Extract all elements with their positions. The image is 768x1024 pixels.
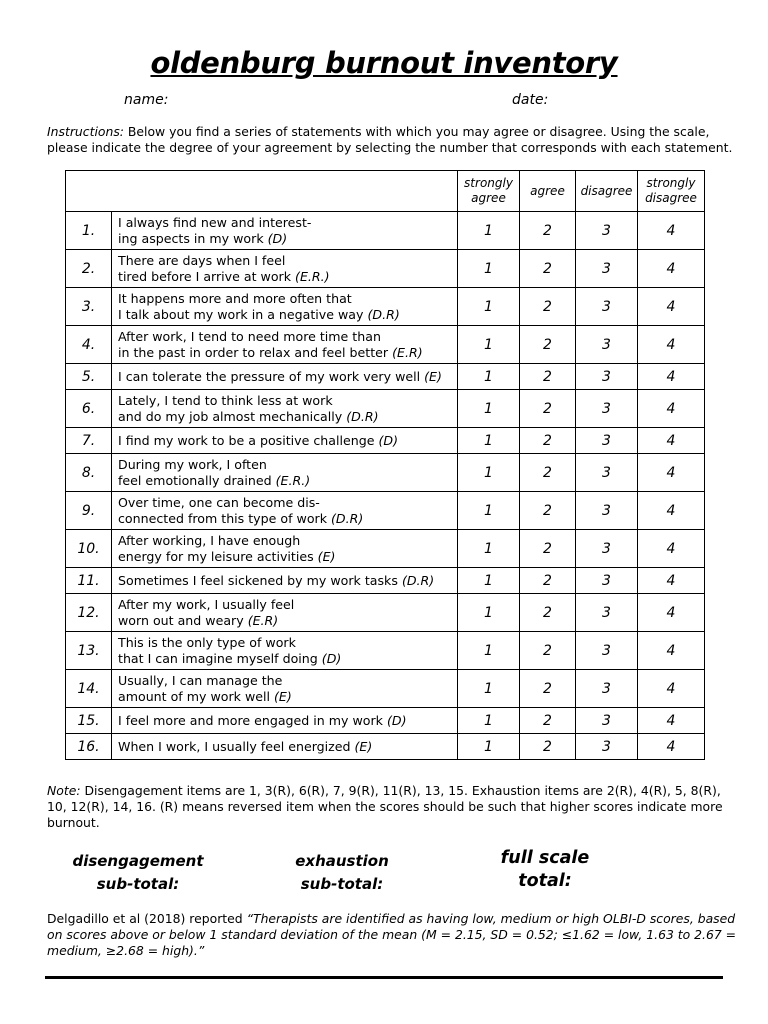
disengagement-subtotal-label: sub-total:: [96, 875, 180, 893]
item-statement: [112, 288, 458, 326]
subscale-tag: (E.R): [392, 344, 423, 360]
table-row: [66, 390, 705, 428]
statement-line: Over time, one can become dis-: [118, 494, 320, 510]
item-statement: [112, 530, 458, 568]
score-option-agree[interactable]: 2: [520, 250, 576, 288]
page-title: oldenburg burnout inventory: [150, 46, 618, 80]
instructions-text: Below you find a series of statements with which you may agree or disagree. Using the scale, please indicate the degree of your agreement by selecting the number that corresponds with each statement.: [47, 124, 733, 155]
subscale-tag: (E.R): [247, 612, 279, 628]
score-option-agree[interactable]: 2: [520, 670, 576, 708]
score-option-disagree[interactable]: 3: [576, 568, 638, 594]
item-statement: [112, 454, 458, 492]
item-number: 5.: [66, 364, 112, 390]
subscale-tag: (D): [378, 432, 398, 448]
table-row: [66, 364, 705, 390]
score-option-strongly-agree[interactable]: 1: [458, 632, 520, 670]
subscale-tag: (E): [354, 738, 373, 754]
table-row: [66, 288, 705, 326]
score-option-strongly-disagree[interactable]: 4: [638, 428, 705, 454]
score-option-disagree[interactable]: 3: [576, 212, 638, 250]
score-option-disagree[interactable]: 3: [576, 530, 638, 568]
item-number: 16.: [66, 734, 112, 760]
table-row: [66, 326, 705, 364]
score-option-strongly-disagree[interactable]: 4: [638, 632, 705, 670]
score-option-disagree[interactable]: 3: [576, 708, 638, 734]
item-statement: [112, 212, 458, 250]
score-option-agree[interactable]: 2: [520, 454, 576, 492]
statement-line: and do my job almost mechanically: [118, 408, 343, 424]
statement-line: When I work, I usually feel energized: [118, 738, 351, 754]
item-number: 6.: [66, 390, 112, 428]
subscale-tag: (D.R): [331, 510, 364, 526]
score-option-strongly-disagree[interactable]: 4: [638, 492, 705, 530]
statement-line: in the past in order to relax and feel better: [118, 344, 389, 360]
table-row: [66, 454, 705, 492]
table-row: [66, 250, 705, 288]
citation: [47, 911, 737, 959]
table-row: [66, 568, 705, 594]
score-option-agree[interactable]: 2: [520, 734, 576, 760]
statement-line: Usually, I can manage the: [118, 672, 283, 688]
score-option-disagree[interactable]: 3: [576, 326, 638, 364]
score-option-disagree[interactable]: 3: [576, 454, 638, 492]
item-statement: [112, 708, 458, 734]
score-option-disagree[interactable]: 3: [576, 632, 638, 670]
statement-line: Lately, I tend to think less at work: [118, 392, 333, 408]
subscale-tag: (D.R): [401, 572, 435, 588]
score-option-agree[interactable]: 2: [520, 212, 576, 250]
score-option-strongly-agree[interactable]: 1: [458, 454, 520, 492]
note-text: Disengagement items are 1, 3(R), 6(R), 7, 9(R), 11(R), 13, 15. Exhaustion items are 2(R), 4(R), 5, 8(R), 10, 12(R), 14, 16. (R) means reversed item when the scores should be such that higher scores indicate more burnout.: [47, 783, 723, 830]
statement-line: After my work, I usually feel: [118, 596, 295, 612]
item-number: 11.: [66, 568, 112, 594]
score-option-strongly-agree[interactable]: 1: [458, 326, 520, 364]
citation-quote: “Therapists are identified as having low, medium or high OLBI-D scores, based on scores above or below 1 standard deviation of the mean (M = 2.15, SD = 0.52; ≤1.62 = low, 1.63 to 2.67 = medium, ≥2.68 = high).”: [47, 911, 737, 958]
item-number: 2.: [66, 250, 112, 288]
subscale-tag: (D.R): [346, 408, 379, 424]
statement-line: During my work, I often: [118, 456, 267, 472]
statement-line: feel emotionally drained: [118, 472, 272, 488]
statement-line: connected from this type of work: [118, 510, 327, 526]
score-option-strongly-agree[interactable]: 1: [458, 364, 520, 390]
table-row: [66, 492, 705, 530]
header-strongly-agree: strongly agree: [458, 171, 520, 212]
date-field-label: date:: [512, 92, 549, 108]
statement-line: tired before I arrive at work: [118, 268, 292, 284]
score-option-strongly-agree[interactable]: 1: [458, 288, 520, 326]
item-number: 7.: [66, 428, 112, 454]
item-statement: [112, 390, 458, 428]
item-statement: [112, 734, 458, 760]
exhaustion-label: exhaustion: [295, 852, 389, 870]
score-option-disagree[interactable]: 3: [576, 594, 638, 632]
item-statement: [112, 364, 458, 390]
statement-line: Sometimes I feel sickened by my work tasks: [118, 572, 398, 588]
score-option-agree[interactable]: 2: [520, 632, 576, 670]
score-option-strongly-agree[interactable]: 1: [458, 492, 520, 530]
score-option-strongly-disagree[interactable]: 4: [638, 708, 705, 734]
score-option-strongly-disagree[interactable]: 4: [638, 364, 705, 390]
score-option-disagree[interactable]: 3: [576, 288, 638, 326]
score-option-strongly-disagree[interactable]: 4: [638, 530, 705, 568]
item-number: 14.: [66, 670, 112, 708]
score-option-strongly-disagree[interactable]: 4: [638, 390, 705, 428]
score-option-agree[interactable]: 2: [520, 492, 576, 530]
score-option-agree[interactable]: 2: [520, 288, 576, 326]
score-option-agree[interactable]: 2: [520, 568, 576, 594]
table-row: [66, 670, 705, 708]
score-option-strongly-disagree[interactable]: 4: [638, 326, 705, 364]
statement-line: ing aspects in my work: [118, 230, 264, 246]
subscale-tag: (D.R): [367, 306, 400, 322]
statement-line: It happens more and more often that: [118, 290, 352, 306]
score-option-strongly-agree[interactable]: 1: [458, 390, 520, 428]
statement-line: I find my work to be a positive challenge: [118, 432, 375, 448]
score-option-agree[interactable]: 2: [520, 530, 576, 568]
score-option-agree[interactable]: 2: [520, 594, 576, 632]
disengagement-label: disengagement: [72, 852, 204, 870]
statement-line: After work, I tend to need more time than: [118, 328, 381, 344]
subscale-tag: (D): [321, 650, 342, 666]
statement-line: that I can imagine myself doing: [118, 650, 318, 666]
score-option-strongly-disagree[interactable]: 4: [638, 250, 705, 288]
table-row: [66, 212, 705, 250]
item-number: 15.: [66, 708, 112, 734]
item-statement: [112, 670, 458, 708]
citation-lead: Delgadillo et al (2018) reported: [47, 911, 247, 926]
header-blank-cell: [66, 171, 458, 212]
bottom-rule: [45, 976, 723, 979]
item-number: 3.: [66, 288, 112, 326]
statement-line: This is the only type of work: [118, 634, 296, 650]
header-disagree: disagree: [576, 171, 638, 212]
score-option-strongly-agree[interactable]: 1: [458, 708, 520, 734]
instructions-lead: Instructions:: [47, 124, 124, 139]
table-row: [66, 530, 705, 568]
full-scale-label: full scale: [500, 848, 590, 868]
subscale-tag: (D): [267, 230, 288, 246]
score-option-agree[interactable]: 2: [520, 390, 576, 428]
item-statement: [112, 492, 458, 530]
score-option-agree[interactable]: 2: [520, 326, 576, 364]
item-statement: [112, 632, 458, 670]
score-option-agree[interactable]: 2: [520, 428, 576, 454]
item-number: 9.: [66, 492, 112, 530]
statement-line: amount of my work well: [118, 688, 270, 704]
item-statement: [112, 326, 458, 364]
score-option-strongly-disagree[interactable]: 4: [638, 594, 705, 632]
score-option-strongly-disagree[interactable]: 4: [638, 454, 705, 492]
full-scale-total: [480, 847, 610, 893]
score-option-strongly-agree[interactable]: 1: [458, 212, 520, 250]
score-option-disagree[interactable]: 3: [576, 250, 638, 288]
item-statement: [112, 428, 458, 454]
item-number: 1.: [66, 212, 112, 250]
score-option-strongly-disagree[interactable]: 4: [638, 670, 705, 708]
table-row: [66, 428, 705, 454]
table-row: [66, 594, 705, 632]
score-option-strongly-agree[interactable]: 1: [458, 594, 520, 632]
statement-line: I talk about my work in a negative way: [118, 306, 364, 322]
item-statement: [112, 568, 458, 594]
score-option-agree[interactable]: 2: [520, 364, 576, 390]
header-agree: agree: [520, 171, 576, 212]
score-option-strongly-agree[interactable]: 1: [458, 734, 520, 760]
table-row: [66, 708, 705, 734]
statement-line: I feel more and more engaged in my work: [118, 712, 383, 728]
statement-line: After working, I have enough: [118, 532, 301, 548]
full-scale-total-label: total:: [518, 871, 572, 891]
score-option-disagree[interactable]: 3: [576, 390, 638, 428]
score-option-disagree[interactable]: 3: [576, 492, 638, 530]
statement-line: worn out and weary: [118, 612, 244, 628]
table-row: [66, 734, 705, 760]
subscale-tag: (E): [424, 368, 442, 384]
item-number: 13.: [66, 632, 112, 670]
score-option-strongly-agree[interactable]: 1: [458, 568, 520, 594]
subscale-tag: (E): [317, 548, 336, 564]
subscale-tag: (D): [386, 712, 407, 728]
score-option-strongly-disagree[interactable]: 4: [638, 568, 705, 594]
scoring-note: [47, 783, 737, 831]
score-option-disagree[interactable]: 3: [576, 428, 638, 454]
item-number: 4.: [66, 326, 112, 364]
statement-line: I can tolerate the pressure of my work very well: [118, 368, 421, 384]
statement-line: There are days when I feel: [118, 252, 286, 268]
item-number: 12.: [66, 594, 112, 632]
item-number: 8.: [66, 454, 112, 492]
header-row: [66, 171, 705, 212]
header-strongly-disagree: strongly disagree: [638, 171, 705, 212]
score-option-agree[interactable]: 2: [520, 708, 576, 734]
item-statement: [112, 250, 458, 288]
score-option-strongly-agree[interactable]: 1: [458, 530, 520, 568]
instructions: [47, 124, 737, 156]
score-option-strongly-disagree[interactable]: 4: [638, 288, 705, 326]
score-option-disagree[interactable]: 3: [576, 734, 638, 760]
subscale-tag: (E.R.): [275, 472, 311, 488]
table-row: [66, 632, 705, 670]
inventory-table: [65, 170, 705, 760]
name-field-label: name:: [124, 92, 169, 108]
score-option-strongly-agree[interactable]: 1: [458, 670, 520, 708]
disengagement-subtotal: [60, 850, 216, 896]
exhaustion-subtotal-label: sub-total:: [300, 875, 384, 893]
item-number: 10.: [66, 530, 112, 568]
score-option-strongly-agree[interactable]: 1: [458, 428, 520, 454]
note-lead: Note:: [47, 783, 81, 798]
item-statement: [112, 594, 458, 632]
score-option-disagree[interactable]: 3: [576, 364, 638, 390]
exhaustion-subtotal: [282, 850, 402, 896]
statement-line: I always find new and interest-: [118, 214, 312, 230]
subscale-tag: (E.R.): [295, 268, 330, 284]
subscale-tag: (E): [274, 688, 292, 704]
score-option-strongly-disagree[interactable]: 4: [638, 734, 705, 760]
statement-line: energy for my leisure activities: [118, 548, 314, 564]
score-option-disagree[interactable]: 3: [576, 670, 638, 708]
score-option-strongly-agree[interactable]: 1: [458, 250, 520, 288]
item-list: [66, 212, 705, 760]
score-option-strongly-disagree[interactable]: 4: [638, 212, 705, 250]
